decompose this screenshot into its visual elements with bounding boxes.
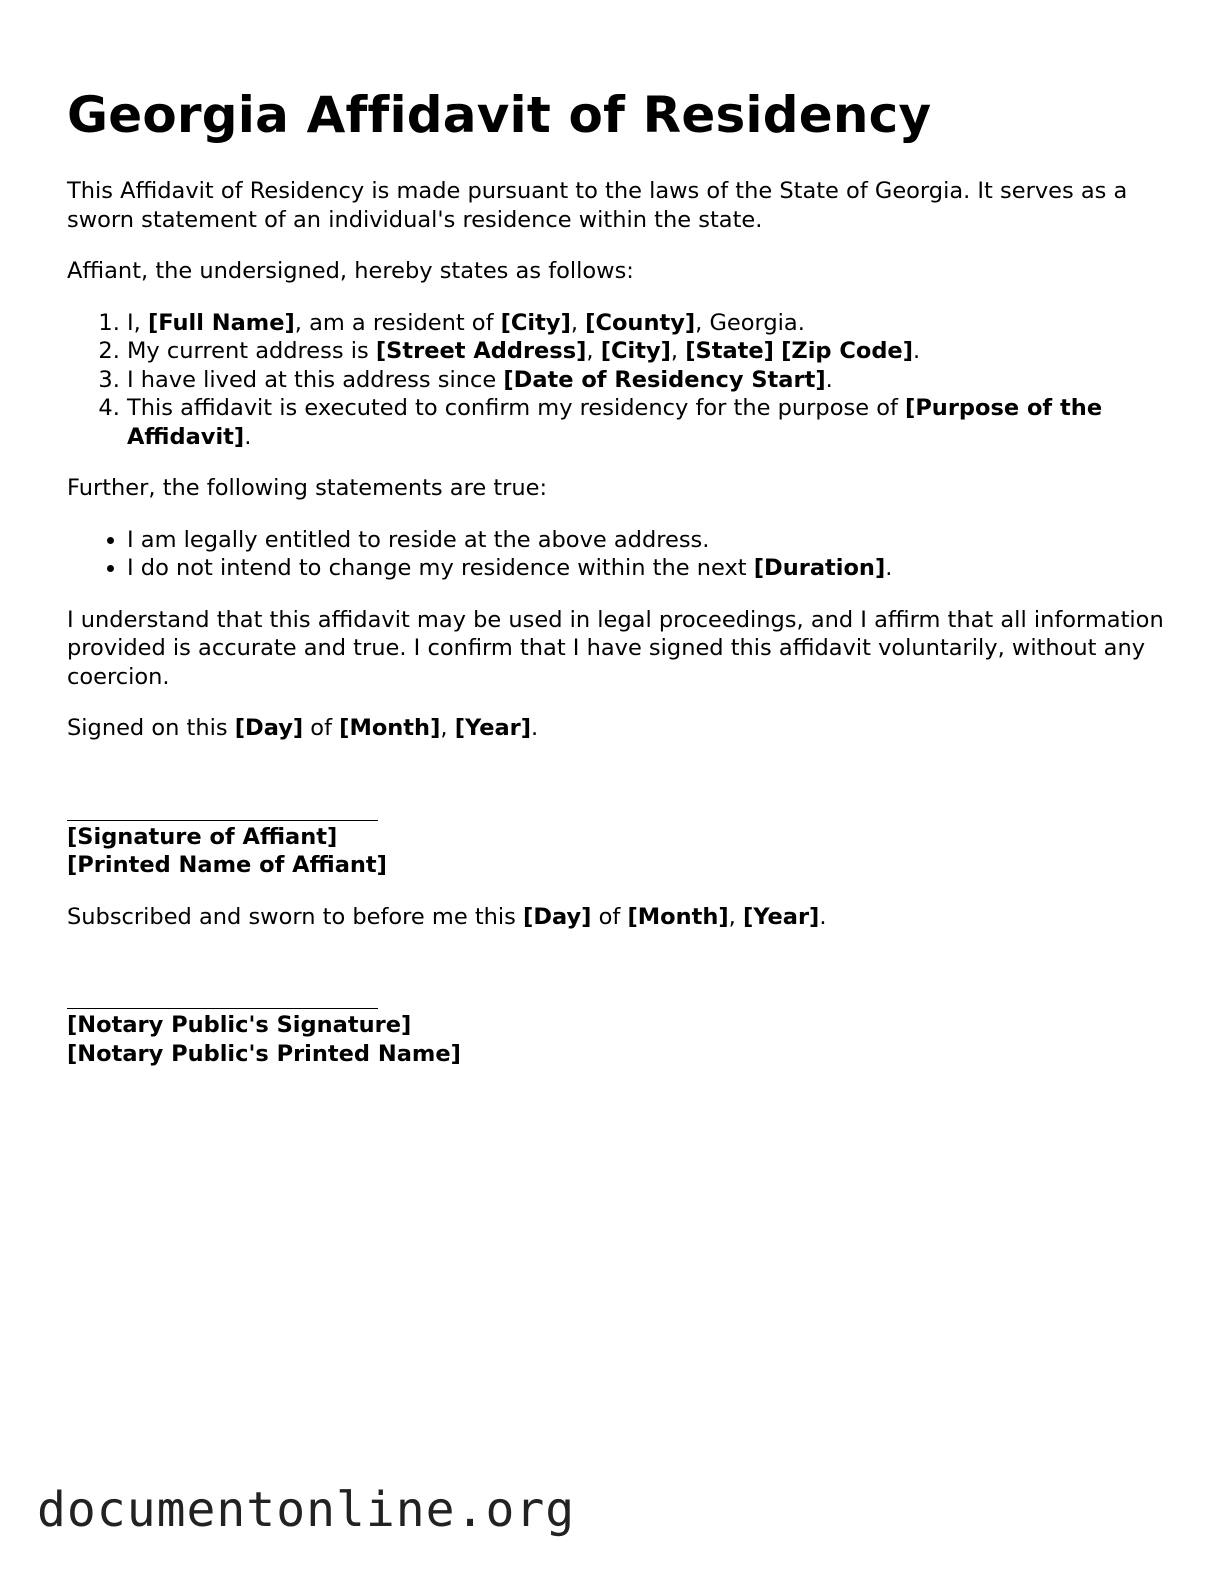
list-item: 3. I have lived at this address since [Date of Residency Start]. [127, 366, 1177, 395]
field-purpose: [Purpose of the Affidavit] [127, 395, 1103, 450]
subscribed-line: Subscribed and sworn to before me this [Day] of [Month], [Year]. [67, 903, 827, 930]
affiant-printed-name-label: [Printed Name of Affiant] [67, 852, 387, 878]
field-month: [Month] [627, 903, 729, 930]
statement-list [67, 309, 1177, 452]
field-residency-start-date: [Date of Residency Start] [503, 366, 826, 393]
list-item: • I am legally entitled to reside at the above address. [127, 526, 1177, 555]
affidavit-document [67, 84, 1177, 1091]
list-item: 4. This affidavit is executed to confirm my residency for the purpose of [Purpose of the Affidavit]. [127, 394, 1177, 451]
field-city: [City] [600, 338, 671, 364]
list-item: • I do not intend to change my residence within the next [Duration]. [127, 554, 1177, 583]
notary-signature-block [67, 954, 1177, 1068]
notary-printed-name-label: [Notary Public's Printed Name] [67, 1040, 461, 1067]
field-city: [City] [500, 309, 571, 336]
understanding-paragraph: I understand that this affidavit may be used in legal proceedings, and I affirm that all information provided is accurate and true. I confirm that I have signed this affidavit voluntarily, without any coercion. [67, 606, 1164, 690]
field-day: [Day] [234, 715, 304, 741]
field-day: [Day] [523, 903, 592, 930]
field-month: [Month] [339, 715, 441, 741]
field-year: [Year] [742, 903, 820, 930]
signed-on-line: Signed on this [Day] of [Month], [Year]. [67, 715, 539, 741]
field-full-name: [Full Name] [147, 309, 295, 336]
field-zip-code: [Zip Code] [781, 338, 913, 364]
bullet-list [67, 526, 1177, 583]
list-item: 1. I, [Full Name], am a resident of [City], [County], Georgia. [127, 309, 1177, 338]
affiant-signature-block [67, 766, 1177, 880]
field-duration: [Duration] [753, 555, 886, 581]
watermark: documentonline.org [37, 1482, 576, 1538]
field-year: [Year] [454, 715, 532, 741]
affiant-signature-label: [Signature of Affiant] [67, 823, 338, 850]
list-item: 2. My current address is [Street Address], [City], [State] [Zip Code]. [127, 337, 1177, 366]
notary-signature-line[interactable] [67, 983, 1177, 1012]
notary-signature-label: [Notary Public's Signature] [67, 1012, 412, 1038]
affiant-statement: Affiant, the undersigned, hereby states as follows: [67, 258, 634, 284]
field-county: [County] [585, 309, 696, 336]
further-statement: Further, the following statements are true: [67, 475, 548, 501]
field-state: [State] [685, 338, 774, 364]
field-street-address: [Street Address] [375, 338, 587, 364]
affiant-signature-line[interactable] [67, 794, 1177, 823]
document-title: Georgia Affidavit of Residency [67, 86, 932, 144]
intro-paragraph: This Affidavit of Residency is made pursuant to the laws of the State of Georgia. It serves as a sworn statement of an individual's residence within the state. [67, 178, 1128, 233]
